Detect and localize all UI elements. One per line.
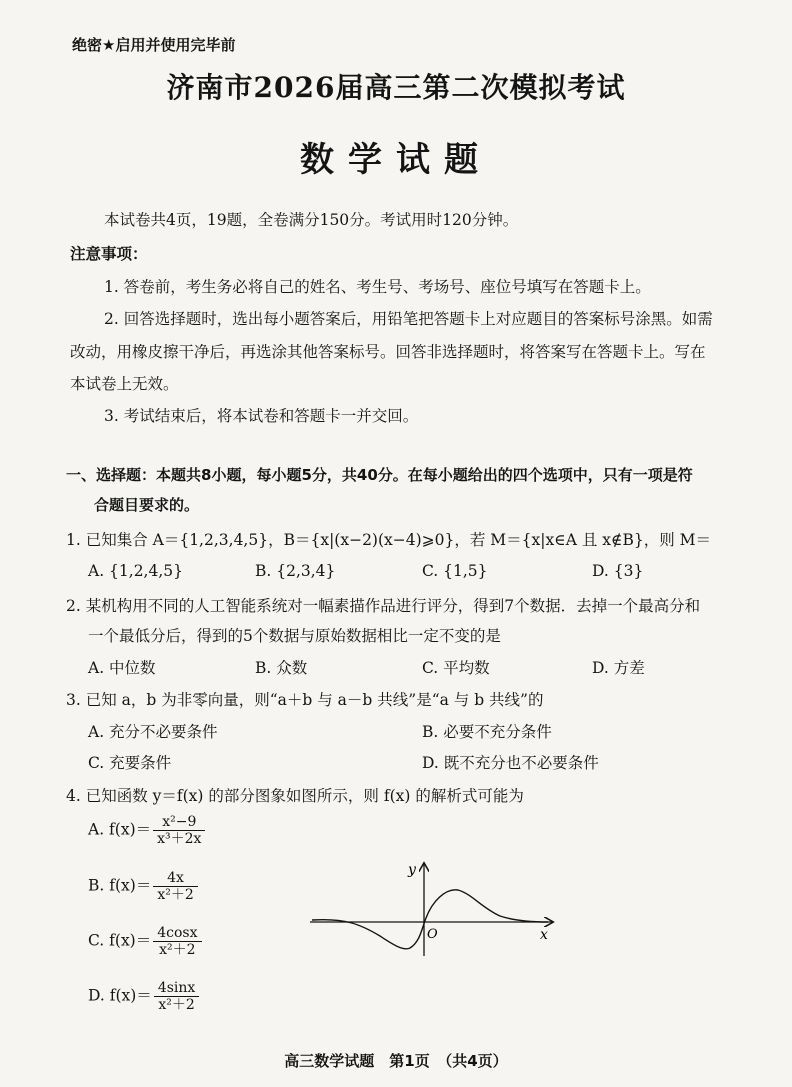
- q4-option-c-prefix: C. f(x)＝: [88, 931, 152, 950]
- function-graph: [300, 850, 570, 960]
- q4-option-b-fraction: [153, 870, 197, 903]
- x-axis-label: x: [540, 927, 548, 943]
- page-footer: 高三数学试题 第1页 （共4页）: [284, 1052, 508, 1070]
- q4-option-b: [88, 870, 198, 903]
- q3-option-c: C. 充要条件: [88, 754, 172, 772]
- q4-option-c: [88, 925, 202, 958]
- q1-option-a: A. {1,2,4,5}: [88, 562, 183, 580]
- q2-option-d: D. 方差: [592, 659, 645, 677]
- section1-heading-line2: 合题目要求的。: [94, 496, 200, 514]
- q4-option-d-denominator: x²＋2: [158, 997, 195, 1014]
- q2-option-a: A. 中位数: [88, 659, 156, 677]
- q4-option-a-numerator: x²−9: [153, 814, 205, 831]
- q3-option-b: B. 必要不充分条件: [422, 723, 552, 741]
- q1-option-b: B. {2,3,4}: [255, 562, 336, 580]
- q4-option-b-numerator: 4x: [153, 870, 197, 887]
- q2-option-b: B. 众数: [255, 659, 308, 677]
- notice-item-2-line1: 2. 回答选择题时，选出每小题答案后，用铅笔把答题卡上对应题目的答案标号涂黑。如需: [104, 310, 713, 328]
- notice-item-3: 3. 考试结束后，将本试卷和答题卡一并交回。: [104, 407, 419, 425]
- q1-option-c: C. {1,5}: [422, 562, 488, 580]
- q4-option-c-fraction: [153, 925, 201, 958]
- exam-subtitle: 数学试题: [300, 140, 492, 180]
- q3-option-a: A. 充分不必要条件: [88, 723, 218, 741]
- q2-stem-line1: 2. 某机构用不同的人工智能系统对一幅素描作品进行评分，得到7个数据．去掉一个最高分和: [66, 597, 701, 615]
- q4-option-d-numerator: 4sinx: [154, 980, 199, 997]
- q4-option-c-numerator: 4cosx: [153, 925, 201, 942]
- secret-label: 绝密★启用并使用完毕前: [72, 36, 236, 54]
- q4-option-a: [88, 814, 205, 847]
- q4-option-a-denominator: x³＋2x: [157, 831, 202, 848]
- notice-heading: 注意事项：: [70, 245, 148, 263]
- section1-heading-line1: 一、选择题：本题共8小题，每小题5分，共40分。在每小题给出的四个选项中，只有一项是符: [66, 466, 693, 484]
- q1-stem: 1. 已知集合 A＝{1,2,3,4,5}，B＝{x|(x−2)(x−4)⩾0}，若 M＝{x|x∈A 且 x∉B}，则 M＝: [66, 531, 712, 549]
- exam-title: 济南市2026届高三第二次模拟考试: [166, 71, 626, 104]
- intro-text: 本试卷共4页，19题，全卷满分150分。考试用时120分钟。: [104, 211, 519, 229]
- notice-item-1: 1. 答卷前，考生务必将自己的姓名、考生号、考场号、座位号填写在答题卡上。: [104, 278, 651, 296]
- q2-stem-line2: 一个最低分后，得到的5个数据与原始数据相比一定不变的是: [88, 627, 501, 645]
- notice-item-2-line3: 本试卷上无效。: [70, 375, 179, 393]
- y-axis-label: y: [408, 862, 416, 878]
- origin-label: O: [427, 927, 438, 942]
- q4-option-a-prefix: A. f(x)＝: [88, 820, 152, 839]
- q4-option-d-prefix: D. f(x)＝: [88, 986, 152, 1005]
- q3-option-d: D. 既不充分也不必要条件: [422, 754, 599, 772]
- q4-option-d: [88, 980, 199, 1013]
- q4-option-c-denominator: x²＋2: [159, 942, 196, 959]
- q4-option-d-fraction: [154, 980, 199, 1013]
- q4-option-b-denominator: x²＋2: [157, 887, 194, 904]
- q3-stem: 3. 已知 a，b 为非零向量，则“a＋b 与 a－b 共线”是“a 与 b 共线”的: [66, 691, 544, 709]
- q4-option-a-fraction: [153, 814, 205, 847]
- q4-option-b-prefix: B. f(x)＝: [88, 876, 152, 895]
- notice-item-2-line2: 改动，用橡皮擦干净后，再选涂其他答案标号。回答非选择题时，将答案写在答题卡上。写在: [70, 343, 706, 361]
- q1-option-d: D. {3}: [592, 562, 644, 580]
- q2-option-c: C. 平均数: [422, 659, 490, 677]
- q4-stem: 4. 已知函数 y＝f(x) 的部分图象如图所示，则 f(x) 的解析式可能为: [66, 787, 524, 805]
